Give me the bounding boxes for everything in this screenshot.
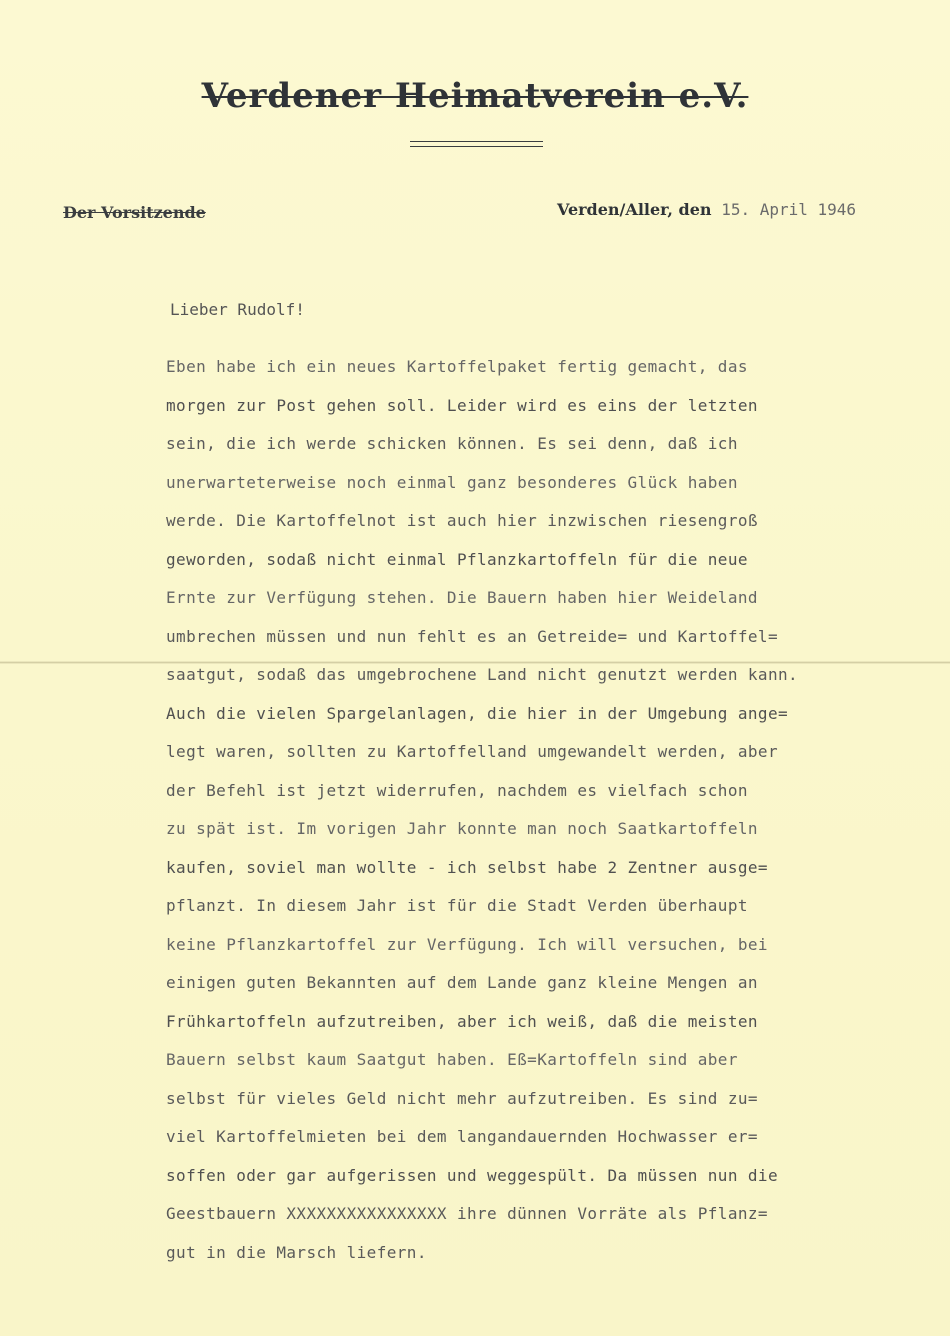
letter-line: sein, die ich werde schicken können. Es sei denn, daß ich: [166, 434, 738, 453]
letterhead-title: Verdener Heimatverein e.V.: [201, 76, 749, 116]
letter-line: pflanzt. In diesem Jahr ist für die Stadt Verden überhaupt: [166, 896, 748, 915]
letter-line: saatgut, sodaß das umgebrochene Land nicht genutzt werden kann.: [166, 665, 799, 684]
letter-line: legt waren, sollten zu Kartoffelland umgewandelt werden, aber: [166, 742, 779, 761]
letter-greeting: Lieber Rudolf!: [170, 300, 305, 319]
letter-line: morgen zur Post gehen soll. Leider wird es eins der letzten: [166, 395, 758, 415]
letter-line: zu spät ist. Im vorigen Jahr konnte man noch Saatkartoffeln: [166, 819, 758, 838]
letter-body: [166, 355, 906, 1279]
letter-line: gut in die Marsch liefern.: [166, 1242, 427, 1262]
letter-line: viel Kartoffelmieten bei dem langandauernden Hochwasser er=: [166, 1127, 758, 1146]
letter-line: geworden, sodaß nicht einmal Pflanzkartoffeln für die neue: [166, 549, 748, 569]
letter-line: Bauern selbst kaum Saatgut haben. Eß=Kartoffeln sind aber: [166, 1050, 738, 1069]
letter-line: werde. Die Kartoffelnot ist auch hier inzwischen riesengroß: [166, 511, 758, 530]
letter-line: Geestbauern XXXXXXXXXXXXXXXX ihre dünnen Vorräte als Pflanz=: [166, 1204, 768, 1223]
letter-line: unerwarteterweise noch einmal ganz besonderes Glück haben: [166, 472, 738, 492]
letter-line: Frühkartoffeln aufzutreiben, aber ich weiß, daß die meisten: [166, 1011, 758, 1031]
letter-line: Auch die vielen Spargelanlagen, die hier in der Umgebung ange=: [166, 703, 789, 723]
letter-line: kaufen, soviel man wollte - ich selbst habe 2 Zentner ausge=: [166, 857, 768, 877]
letter-line: einigen guten Bekannten auf dem Lande ganz kleine Mengen an: [166, 973, 758, 992]
letter-line: soffen oder gar aufgerissen und weggespült. Da müssen nun die: [166, 1165, 779, 1185]
place-date: [557, 200, 856, 219]
letter-line: umbrechen müssen und nun fehlt es an Getreide= und Kartoffel=: [166, 626, 779, 646]
letter-line: selbst für vieles Geld nicht mehr aufzutreiben. Es sind zu=: [166, 1088, 758, 1108]
letter-date: 15. April 1946: [721, 200, 857, 219]
sender-label: Der Vorsitzende: [63, 203, 206, 222]
place-prefix: Verden/Aller, den: [557, 200, 712, 219]
letter-line: der Befehl ist jetzt widerrufen, nachdem es vielfach schon: [166, 780, 748, 800]
letterhead-rule: [410, 141, 543, 147]
letter-line: Ernte zur Verfügung stehen. Die Bauern haben hier Weideland: [166, 588, 758, 607]
letter-line: keine Pflanzkartoffel zur Verfügung. Ich will versuchen, bei: [166, 934, 768, 954]
letter-line: Eben habe ich ein neues Kartoffelpaket fertig gemacht, das: [166, 357, 748, 376]
